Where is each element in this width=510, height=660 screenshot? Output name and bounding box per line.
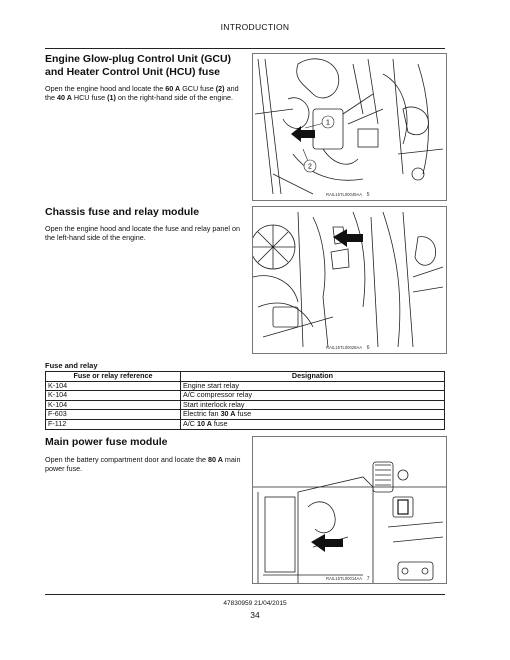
fuse-reference-cell: K-104 xyxy=(46,391,181,401)
designation-cell: Engine start relay xyxy=(181,381,445,391)
table-row xyxy=(46,391,445,401)
table-header-row xyxy=(46,372,445,382)
figure-7-caption: RAIL15TL00014AA 7 xyxy=(326,576,370,582)
main-power-heading: Main power fuse module xyxy=(45,436,168,448)
fuse-reference-cell: F-603 xyxy=(46,410,181,420)
footer-rule xyxy=(45,594,445,595)
fuse-table-title: Fuse and relay xyxy=(45,361,98,370)
designation-cell: A/C 10 A fuse xyxy=(181,419,445,429)
gcu-heading: Engine Glow-plug Control Unit (GCU) and Heater Control Unit (HCU) fuse xyxy=(45,53,232,78)
designation-cell: Electric fan 30 A fuse xyxy=(181,410,445,420)
designation-cell: A/C compressor relay xyxy=(181,391,445,401)
fuse-reference-cell: K-104 xyxy=(46,381,181,391)
page-number: 34 xyxy=(250,610,260,620)
main-power-figure xyxy=(252,436,447,584)
chassis-text: Open the engine hood and locate the fuse and relay panel on the left-hand side of the engine. xyxy=(45,224,241,243)
table-row xyxy=(46,410,445,420)
page-header: INTRODUCTION xyxy=(220,22,290,32)
column-header-reference: Fuse or relay reference xyxy=(46,372,181,382)
main-power-text: Open the battery compartment door and locate the 80 A main power fuse. xyxy=(45,455,241,474)
engine-right-side-illustration xyxy=(253,54,446,200)
footer-doc-id: 47830959 21/04/2015 xyxy=(223,600,287,607)
table-row xyxy=(46,419,445,429)
fuse-reference-cell: K-104 xyxy=(46,400,181,410)
fuse-reference-cell: F-112 xyxy=(46,419,181,429)
fuse-relay-table xyxy=(45,371,445,430)
header-rule xyxy=(45,48,445,49)
column-header-designation: Designation xyxy=(181,372,445,382)
designation-cell: Start interlock relay xyxy=(181,400,445,410)
figure-6-caption: RAIL15TL00028AA 6 xyxy=(326,345,370,351)
gcu-hcu-figure xyxy=(252,53,447,201)
battery-compartment-illustration xyxy=(253,437,446,583)
gcu-text: Open the engine hood and locate the 60 A GCU fuse (2) and the 40 A HCU fuse (1) on the right-hand side of the engine. xyxy=(45,84,239,103)
chassis-fuse-figure xyxy=(252,206,447,354)
chassis-heading: Chassis fuse and relay module xyxy=(45,206,200,218)
callout-1: 1 xyxy=(326,119,330,127)
engine-left-side-illustration xyxy=(253,207,446,353)
callout-2: 2 xyxy=(308,163,312,171)
figure-5-caption: RAIL15TL00049AA 5 xyxy=(326,192,370,198)
